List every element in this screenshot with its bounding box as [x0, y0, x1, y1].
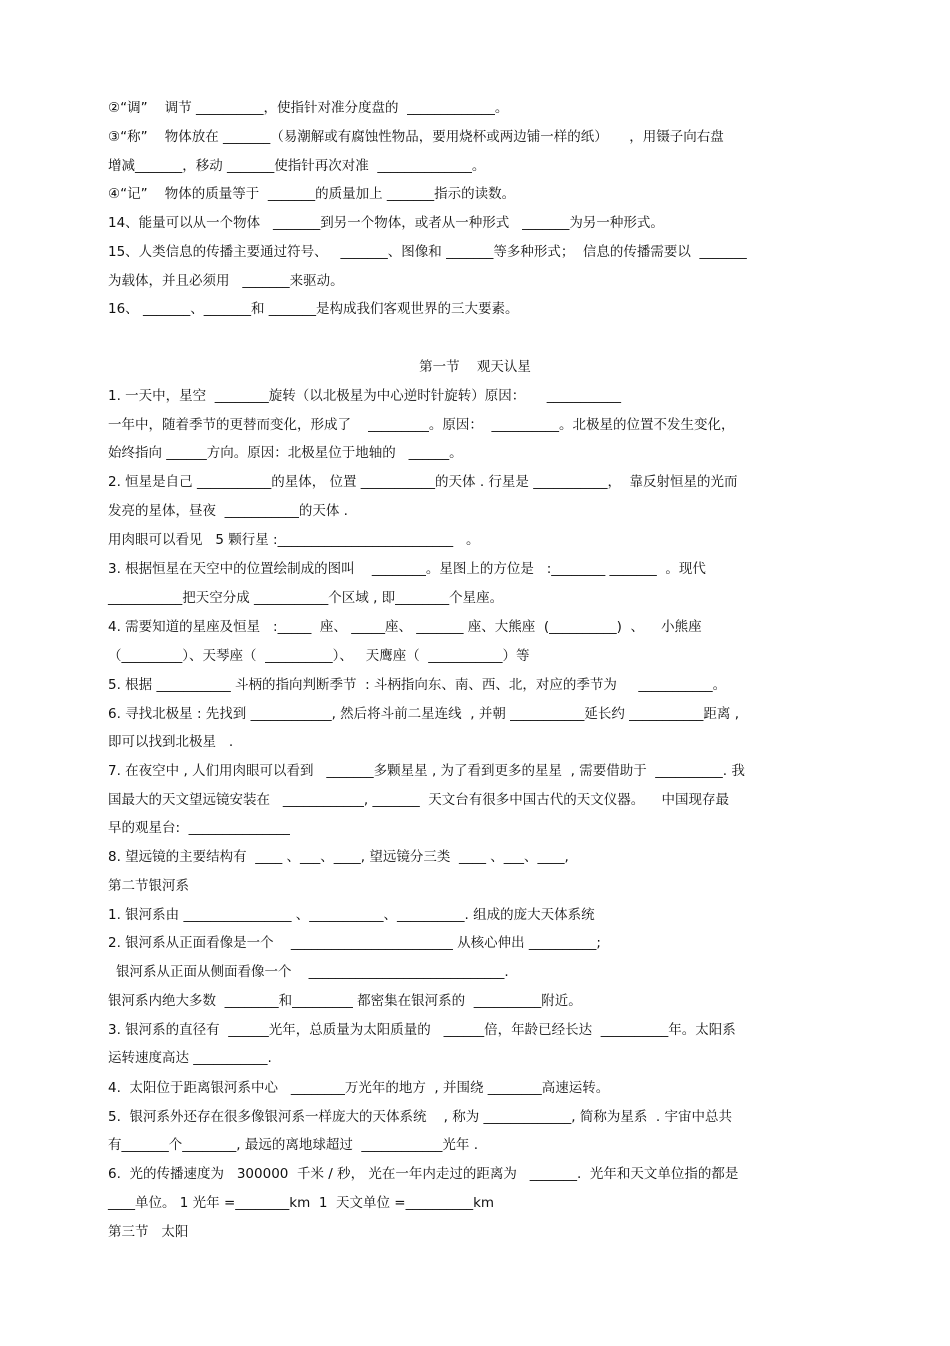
text-line: ___________把天空分成 ___________个区域 , 即________个星座。	[108, 590, 504, 606]
text-line: 4. 太阳位于距离银河系中心 ________万光年的地方 , 并围绕 ________高速运转。	[108, 1080, 610, 1096]
text-line: 运转速度高达 ___________.	[108, 1050, 272, 1066]
text-line: 为载体，并且必须用 _______来驱动。	[108, 273, 344, 289]
text-line: 15、人类信息的传播主要通过符号、 _______、图像和 _______等多种形式； 信息的传播需要以 _______	[108, 244, 747, 260]
text-line: 8. 望远镜的主要结构有 ____ 、___、____, 望远镜分三类 ____ 、___、____,	[108, 849, 569, 865]
text-line: 始终指向 ______方向。原因：北极星位于地轴的 ______。	[108, 445, 463, 461]
text-line: 14、能量可以从一个物体 _______到另一个物体，或者从一种形式 _______为另一种形式。	[108, 215, 664, 231]
text-line: 7. 在夜空中 , 人们用肉眼可以看到 _______多颗星星 , 为了看到更多的星星 , 需要借助于 __________. 我	[108, 763, 745, 779]
text-line: （_________）、天琴座（ __________）、 天鹰座（ ___________）等	[108, 648, 530, 664]
text-line: 1. 银河系由 ________________ 、___________、__________. 组成的庞大天体系统	[108, 907, 595, 923]
text-line: 国最大的天文望远镜安装在 ____________, _______ 天文台有很多中国古代的天文仪器。 中国现存最	[108, 792, 729, 808]
text-line: ④“记” 物体的质量等于 _______的质量加上 _______指示的读数。	[108, 186, 516, 202]
text-line: 银河系从正面从侧面看像一个 _____________________________.	[116, 964, 509, 980]
section-heading: 第一节 观天认星	[419, 359, 531, 375]
text-line: 2. 银河系从正面看像是一个 ________________________ 从核心伸出 __________;	[108, 935, 601, 951]
section-heading: 第三节 太阳	[108, 1224, 189, 1240]
text-line: ____单位。 1 光年 =________km 1 天文单位 =__________km	[108, 1195, 495, 1211]
text-line: 2. 恒星是自己 ___________的星体， 位置 ___________的天体 . 行星是 ___________， 靠反射恒星的光而	[108, 474, 738, 490]
text-line: 4. 需要知道的星座及恒星 :_____ 座、 _____座、 _______ 座、大熊座 (__________) 、 小熊座	[108, 619, 702, 635]
text-line: 6. 寻找北极星 : 先找到 ____________, 然后将斗前二星连线 , 并朝 ___________延长约 ___________距离 ,	[108, 706, 740, 722]
text-line: 早的观星台: _______________	[108, 820, 290, 836]
text-line: 即可以找到北极星 .	[108, 734, 234, 750]
text-line: 16、 _______、_______和 _______是构成我们客观世界的三大要素。	[108, 301, 519, 317]
text-line: 1. 一天中，星空 ________旋转（以北极星为中心逆时针旋转）原因： ___________	[108, 388, 621, 404]
text-line: 3. 银河系的直径有 ______光年，总质量为太阳质量的 ______倍，年龄已经长达 __________年。太阳系	[108, 1022, 736, 1038]
text-line: ②“调” 调节 __________，使指针对准分度盘的 _____________。	[108, 100, 509, 116]
text-line: 6. 光的传播速度为 300000 千米 / 秒， 光在一年内走过的距离为 _______. 光年和天文单位指的都是	[108, 1166, 739, 1182]
text-line: 3. 根据恒星在天空中的位置绘制成的图叫 ________。星图上的方位是 :________ _______ 。现代	[108, 561, 706, 577]
text-line: 一年中，随着季节的更替而变化，形成了 _________。原因： __________。北极星的位置不发生变化，	[108, 417, 735, 433]
section-heading: 第二节银河系	[108, 878, 189, 894]
text-line: 银河系内绝大多数 ________和_________ 都密集在银河系的 __________附近。	[108, 993, 582, 1009]
text-line: 发亮的星体，昼夜 ___________的天体 .	[108, 503, 348, 519]
text-line: 增减_______，移动 _______使指针再次对准 ______________。	[108, 158, 486, 174]
text-line: 用肉眼可以看见 5 颗行星 :__________________________ 。	[108, 532, 480, 548]
text-line: 有_______个________, 最远的离地球超过 ____________光年 .	[108, 1137, 478, 1153]
text-line: 5. 根据 ___________ 斗柄的指向判断季节 : 斗柄指向东、南、西、北，对应的季节为 ___________。	[108, 677, 727, 693]
text-line: 5. 银河系外还存在很多像银河系一样庞大的天体系统 , 称为 _____________, 简称为星系 . 宇宙中总共	[108, 1109, 732, 1125]
text-line: ③“称” 物体放在 _______（易潮解或有腐蚀性物品，要用烧杯或两边铺一样的纸） ，用镊子向右盘	[108, 129, 724, 145]
